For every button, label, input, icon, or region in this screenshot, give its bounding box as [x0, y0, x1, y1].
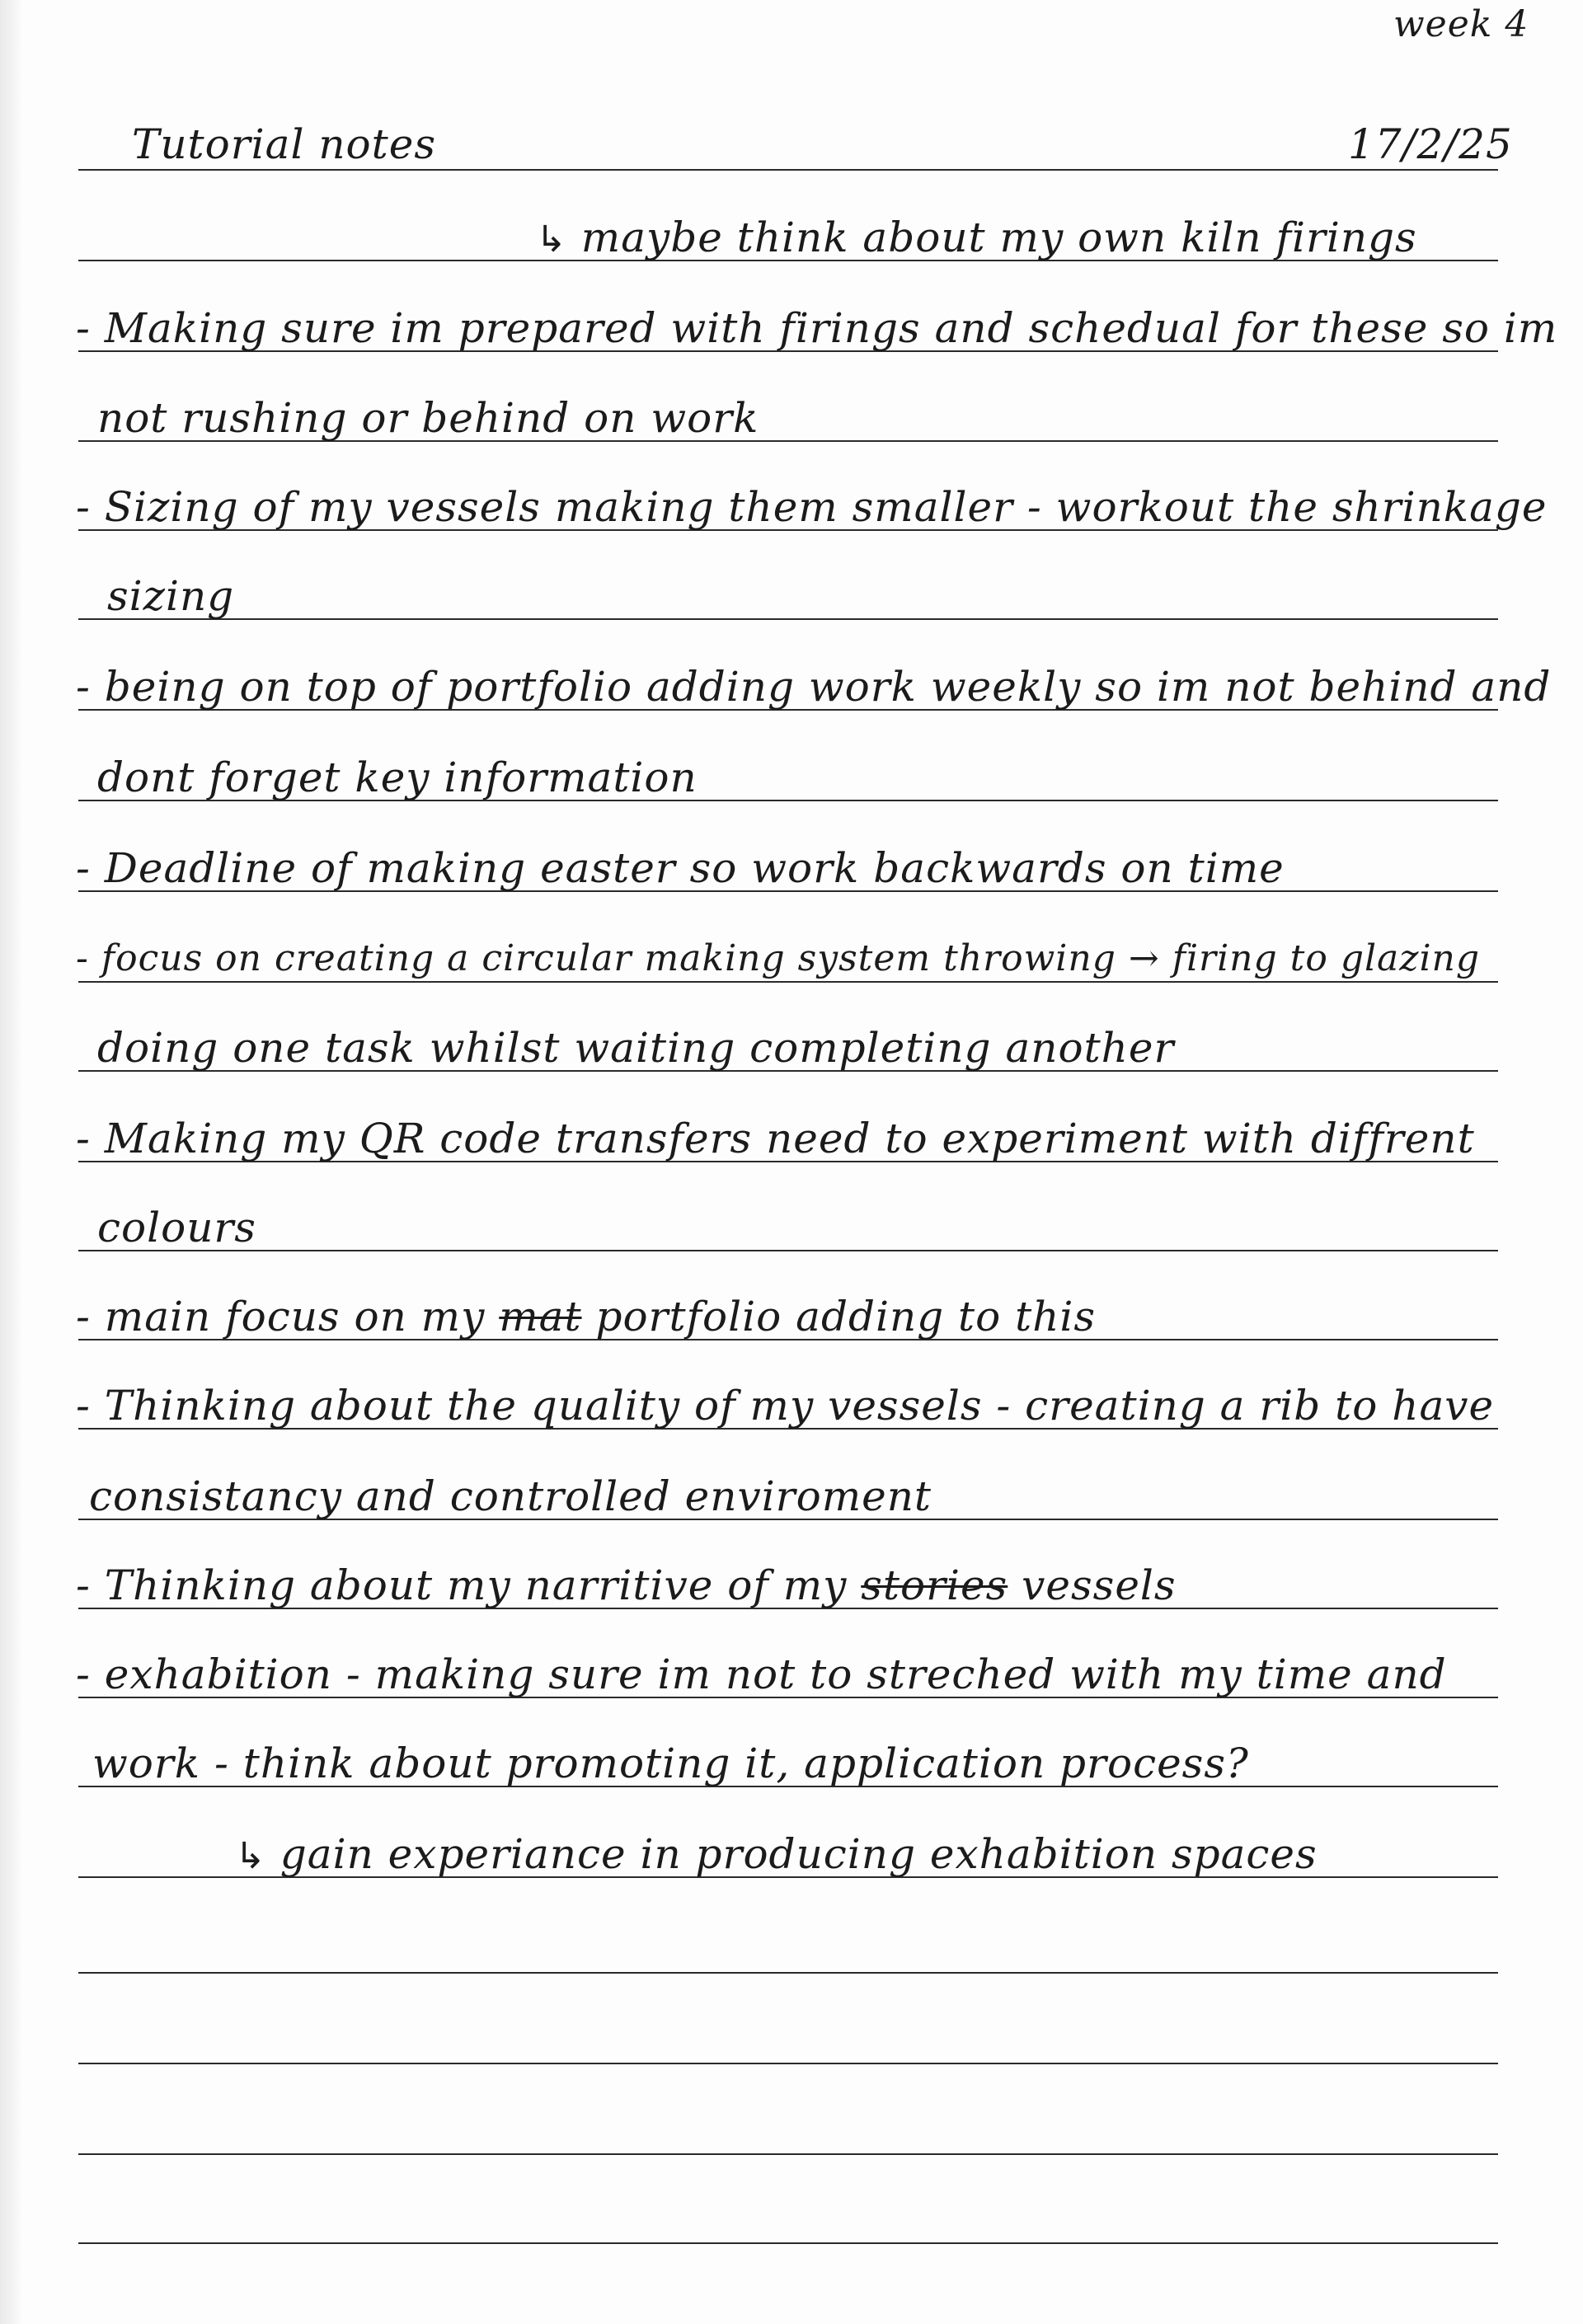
page-edge — [0, 0, 21, 2324]
note-line-12 — [76, 1292, 1096, 1341]
ruled-line — [78, 169, 1498, 171]
note-line-3: - Sizing of my vessels making them smaller - workout the shrinkage — [76, 483, 1548, 531]
return-arrow-icon: ↳ — [235, 1835, 266, 1877]
note-line-7: - Deadline of making easter so work backwards on time — [76, 844, 1285, 892]
note-line-5: - being on top of portfolio adding work weekly so im not behind and — [76, 663, 1552, 711]
ruled-line — [78, 2063, 1498, 2064]
note-line-2: not rushing or behind on work — [97, 394, 759, 442]
note-line-14: consistancy and controlled enviroment — [89, 1472, 932, 1520]
note-line-17: work - think about promoting it, application process? — [92, 1739, 1249, 1787]
aside-note — [536, 213, 1417, 265]
note-line-16: - exhabition - making sure im not to streched with my time and — [76, 1650, 1447, 1698]
note-line-4: sizing — [107, 572, 235, 620]
struck-word: mat — [499, 1293, 582, 1340]
ruled-line — [78, 2153, 1498, 2155]
ruled-line — [78, 618, 1498, 620]
note-line-6: dont forget key information — [97, 754, 698, 801]
aside-text: maybe think about my own kiln firings — [580, 214, 1417, 261]
note-line-9: doing one task whilst waiting completing another — [97, 1024, 1175, 1072]
ruled-line — [78, 1250, 1498, 1251]
note-line-18-text: gain experiance in producing exhabition spaces — [279, 1830, 1318, 1878]
page-date: 17/2/25 — [1348, 120, 1513, 168]
ruled-line — [78, 2242, 1498, 2244]
note-line-11: colours — [97, 1204, 256, 1251]
note-line-8: - focus on creating a circular making system throwing → firing to glazing — [76, 937, 1481, 979]
note-line-18 — [235, 1829, 1318, 1881]
note-line-12-end: portfolio adding to this — [581, 1293, 1097, 1340]
note-line-1: - Making sure im prepared with firings and schedual for these so im — [76, 304, 1558, 352]
note-line-12-start: - main focus on my — [76, 1293, 500, 1340]
page-title: Tutorial notes — [132, 120, 436, 168]
note-line-15-end: vessels — [1008, 1561, 1177, 1609]
return-arrow-icon: ↳ — [536, 218, 567, 261]
note-line-15 — [76, 1561, 1177, 1610]
note-line-15-start: - Thinking about my narritive of my — [76, 1561, 862, 1609]
note-line-10: - Making my QR code transfers need to experiment with diffrent — [76, 1115, 1475, 1162]
note-line-13: - Thinking about the quality of my vessels - creating a rib to have — [76, 1382, 1495, 1430]
week-label: week 4 — [1393, 3, 1529, 45]
ruled-line — [78, 1972, 1498, 1974]
struck-word: stories — [861, 1561, 1008, 1609]
